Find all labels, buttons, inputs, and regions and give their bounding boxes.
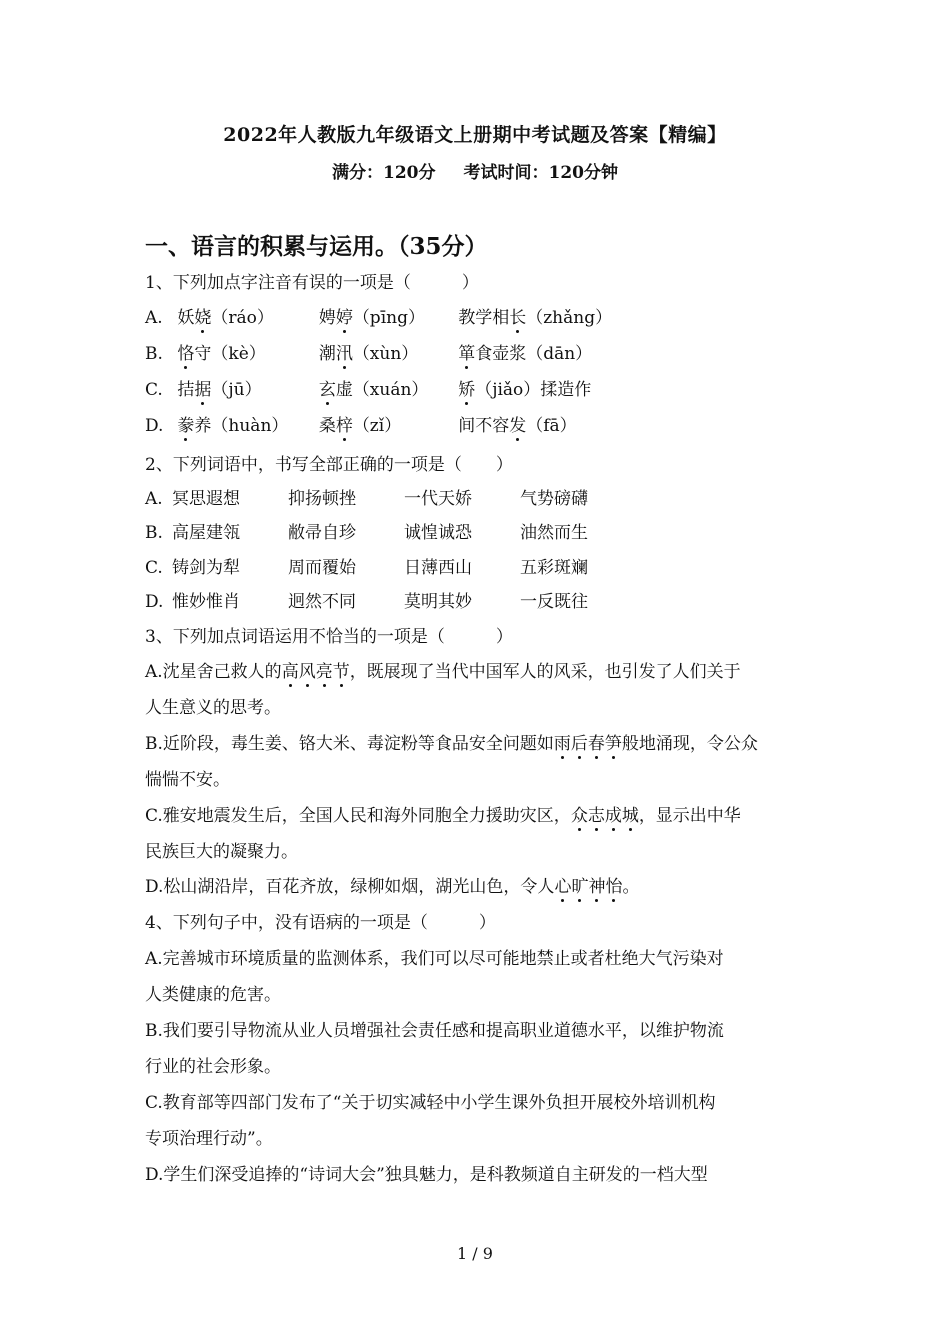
question-3-option-a: A.沈星舍己救人的高风亮节，既展现了当代中国军人的风采，也引发了人们关于 [145,657,741,682]
emphasis-char: 娆 [194,303,211,328]
emphasis-char: 节 [333,657,350,682]
section-heading: 一、语言的积累与运用。（35分） [145,233,488,260]
emphasis-char: 据 [194,375,211,400]
emphasis-char: 汛 [336,339,353,364]
question-1-stem: 1、下列加点字注音有误的一项是（ ） [145,273,479,293]
question-2-option-a: A. 冥思遐想 抑扬顿挫 一代天娇 气势磅礴 [145,489,588,509]
question-1-option-a: A. 妖娆（ráo） 娉婷（pīng） 教学相长（zhǎng） [145,303,612,328]
emphasis-char: 恪 [177,339,194,364]
question-4-option-c: C.教育部等四部门发布了“关于切实减轻中小学生课外负担开展校外培训机构 [145,1093,716,1113]
emphasis-word [571,806,639,826]
exam-info [0,158,950,183]
question-3-option-c: C.雅安地震发生后，全国人民和海外同胞全力援助灾区，众志成城，显示出中华 [145,801,741,826]
question-4-option-b: B.我们要引导物流从业人员增强社会责任感和提高职业道德水平，以维护物流 [145,1021,724,1041]
question-4-stem: 4、下列句子中，没有语病的一项是（ ） [145,913,496,933]
emphasis-char: 城 [622,801,639,826]
question-1-option-c: C. 拮据（jū） 玄虚（xuán） 矫（jiǎo）揉造作 [145,375,591,400]
question-2-stem: 2、下列词语中，书写全部正确的一项是（ ） [145,455,513,475]
emphasis-char: 亮 [316,657,333,682]
exam-title: 2022年人教版九年级语文上册期中考试题及答案【精编】 [223,124,727,146]
emphasis-char: 成 [605,801,622,826]
question-3-option-b: B.近阶段，毒生姜、铬大米、毒淀粉等食品安全问题如雨后春笋般地涌现，令公众 [145,729,758,754]
question-4-option-a: A.完善城市环境质量的监测体系，我们可以尽可能地禁止或者杜绝大气污染对 [145,949,724,969]
emphasis-char: 旷 [571,872,588,897]
question-4-option-b-cont: 行业的社会形象。 [145,1057,281,1077]
emphasis-char: 雨 [554,729,571,754]
emphasis-char: 风 [299,657,316,682]
emphasis-char: 箪 [458,339,475,364]
emphasis-char: 豢 [177,411,194,436]
emphasis-word [554,877,622,897]
question-2-option-d: D. 惟妙惟肖 迥然不同 莫明其妙 一反既往 [145,592,588,612]
emphasis-word [554,734,622,754]
emphasis-char: 发 [509,411,526,436]
question-2-option-c: C. 铸剑为犁 周而覆始 日薄西山 五彩斑斓 [145,558,588,578]
question-3-stem: 3、下列加点词语运用不恰当的一项是（ ） [145,627,513,647]
emphasis-char: 笋 [605,729,622,754]
emphasis-char: 众 [571,801,588,826]
full-score: 满分：120分 [332,163,436,183]
emphasis-char: 春 [588,729,605,754]
emphasis-word [282,662,350,682]
page-number: 1 / 9 [457,1244,493,1263]
question-3-option-b-cont: 惴惴不安。 [145,770,230,790]
question-4-option-c-cont: 专项治理行动”。 [145,1129,273,1149]
question-1-option-b: B. 恪守（kè） 潮汛（xùn） 箪食壶浆（dān） [145,339,592,364]
emphasis-char: 神 [588,872,605,897]
question-1-option-d: D. 豢养（huàn） 桑梓（zǐ） 间不容发（fā） [145,411,577,436]
question-4-option-a-cont: 人类健康的危害。 [145,985,281,1005]
question-3-option-a-cont: 人生意义的思考。 [145,698,281,718]
emphasis-char: 心 [554,872,571,897]
question-2-option-b: B. 高屋建瓴 敝帚自珍 诚惶诚恐 油然而生 [145,523,588,543]
emphasis-char: 后 [571,729,588,754]
question-3-option-d: D.松山湖沿岸，百花齐放，绿柳如烟，湖光山色，令人心旷神怡。 [145,872,639,897]
question-3-option-c-cont: 民族巨大的凝聚力。 [145,842,298,862]
emphasis-char: 玄 [319,375,336,400]
emphasis-char: 高 [282,657,299,682]
emphasis-char: 志 [588,801,605,826]
emphasis-char: 婷 [336,303,353,328]
emphasis-char: 怡 [605,872,622,897]
emphasis-char: 梓 [336,411,353,436]
exam-time: 考试时间：120分钟 [463,163,618,183]
question-4-option-d: D.学生们深受追捧的“诗词大会”独具魅力，是科教频道自主研发的一档大型 [145,1165,708,1185]
emphasis-char: 矫 [458,375,475,400]
emphasis-char: 长 [509,303,526,328]
